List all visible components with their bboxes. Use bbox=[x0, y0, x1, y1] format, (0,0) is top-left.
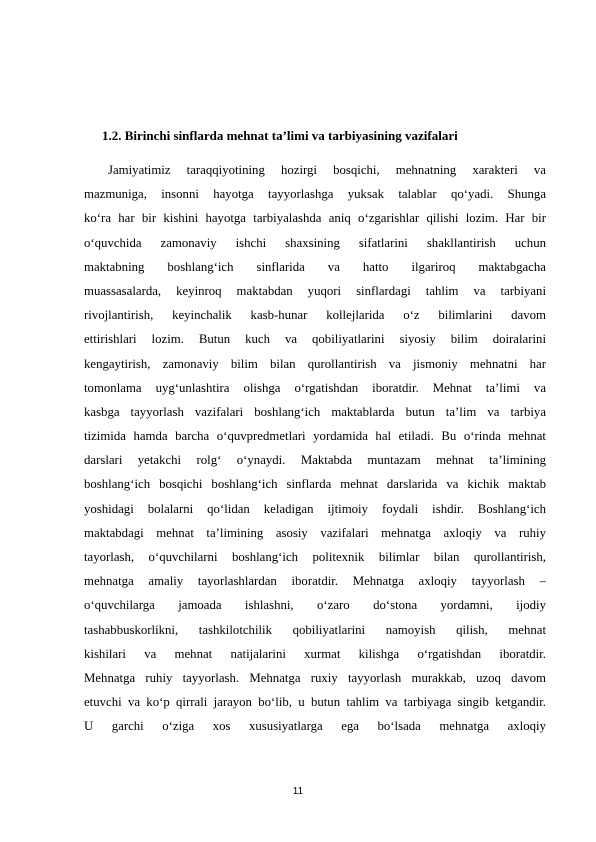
text-line: tomonlama uyg‘unlashtira olishga o‘rgatishdan iboratdir. Mehnat ta’limi va bbox=[84, 380, 546, 395]
text-line: maktabning boshlang‘ich sinflarida va hatto ilgariroq maktabgacha bbox=[84, 259, 546, 274]
text-line: mazmuniga, insonni hayotga tayyorlashga yuksak talablar qo‘yadi. Shunga bbox=[84, 187, 546, 202]
text-line: muassasalarda, keyinroq maktabdan yuqori sinflardagi tahlim va tarbiyani bbox=[84, 283, 546, 298]
text-line: U garchi o‘ziga xos xususiyatlarga ega bo‘lsada mehnatga axloqiy bbox=[84, 719, 546, 734]
text-line: Mehnatga ruhiy tayyorlash. Mehnatga ruxiy tayyorlash murakkab, uzoq davom bbox=[84, 670, 546, 685]
text-line: o‘quvchida zamonaviy ishchi shaxsining sifatlarini shakllantirish uchun bbox=[84, 235, 546, 250]
text-line: rivojlantirish, keyinchalik kasb-hunar kollejlarida o‘z bilimlarini davom bbox=[84, 308, 546, 323]
text-line: kasbga tayyorlash vazifalari boshlang‘ich maktablarda butun ta’lim va tarbiya bbox=[84, 404, 546, 419]
text-line: o‘quvchilarga jamoada ishlashni, o‘zaro do‘stona yordamni, ijodiy bbox=[84, 598, 546, 613]
text-line: ko‘ra har bir kishini hayotga tarbiyalashda aniq o‘zgarishlar qilishi lozim. Har bir bbox=[84, 211, 546, 226]
text-line: yoshidagi bolalarni qo‘lidan keladigan ijtimoiy foydali ishdir. Boshlang‘ich bbox=[84, 501, 546, 516]
text-line: Jamiyatimiz taraqqiyotining hozirgi bosqichi, mehnatning xarakteri va bbox=[108, 163, 546, 177]
text-line: boshlang‘ich bosqichi boshlang‘ich sinflarda mehnat darslarida va kichik maktab bbox=[84, 477, 546, 492]
text-line: darslari yetakchi rolg‘ o‘ynaydi. Maktabda muntazam mehnat ta’limining bbox=[84, 453, 546, 468]
text-line: kishilari va mehnat natijalarini xurmat kilishga o‘rgatishdan iboratdir. bbox=[84, 646, 546, 661]
text-line: maktabdagi mehnat ta’limining asosiy vazifalari mehnatga axloqiy va ruhiy bbox=[84, 525, 546, 540]
text-line: tizimida hamda barcha o‘quvpredmetlari yordamida hal etiladi. Bu o‘rinda mehnat bbox=[84, 429, 546, 444]
section-heading: 1.2. Birinchi sinflarda mehnat ta’limi va tarbiyasining vazifalari bbox=[102, 128, 458, 143]
text-line: ettirishlari lozim. Butun kuch va qobiliyatlarini siyosiy bilim doiralarini bbox=[84, 332, 546, 347]
text-line: etuvchi va ko‘p qirrali jarayon bo‘lib, u butun tahlim va tarbiyaga singib ketgandir. bbox=[84, 695, 546, 710]
body-text bbox=[84, 158, 546, 739]
text-line: tashabbuskorlikni, tashkilotchilik qobiliyatlarini namoyish qilish, mehnat bbox=[84, 622, 546, 637]
text-line: kengaytirish, zamonaviy bilim bilan qurollantirish va jismoniy mehnatni har bbox=[84, 356, 546, 371]
text-line: tayorlash, o‘quvchilarni boshlang‘ich politexnik bilimlar bilan qurollantirish, bbox=[84, 550, 546, 564]
page-number: 11 bbox=[292, 786, 304, 797]
text-line: mehnatga amaliy tayorlashlardan iboratdir. Mehnatga axloqiy tayyorlash – bbox=[84, 574, 546, 589]
